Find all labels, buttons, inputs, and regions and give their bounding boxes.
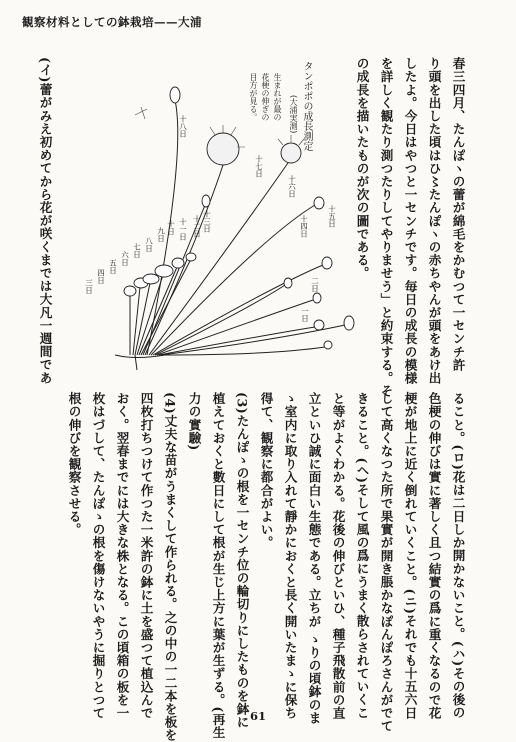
figure-note-line-1: 生まれが最の	[273, 73, 282, 121]
dandelion-drawing	[75, 55, 360, 375]
text-column-upper-3: したよ。今日はやつと一センチです。毎日の成長の模様	[402, 57, 418, 385]
day-label: 五日	[108, 259, 118, 274]
day-label: 十八日	[178, 115, 188, 138]
text-column-lower-17: 根の伸びを観察させる。	[66, 392, 82, 537]
text-column-lower-7: 立といひ誠に面白い生態である。立ちが ゝりの頃鉢のま	[306, 392, 322, 725]
text-column-lower-15: おく。翌春までには大きな株となる。この頃箱の板を一	[114, 392, 130, 720]
text-column-upper-1: 春三四月、たんぽヽの蕾が綿毛をかむつて一センチ許	[450, 57, 466, 372]
day-label: 一日	[300, 307, 310, 322]
text-column-lower-14: 四枚打ちつけて作つた一米許の鉢に土を盛つて植込んで	[138, 392, 154, 720]
day-label: 十三日	[202, 210, 212, 233]
page-number: 61	[249, 709, 266, 723]
day-label: 八日	[144, 237, 154, 252]
figure-note-line-2: 花梗の伸ぎの	[261, 73, 270, 121]
day-label: 十五日	[327, 205, 337, 228]
day-label: 七日	[132, 243, 142, 258]
text-column-upper-5: の成長を描いたものが次の圖である。	[354, 57, 370, 280]
text-column-lower-5: きること。(ヘ)そして風の爲にうまく散らされていくこ	[354, 392, 370, 720]
figure-note-line-3: 目方が見る。	[249, 73, 258, 121]
day-label: 九日	[156, 227, 166, 242]
text-column-lower-8: ゝ室内に取り入れて靜かにおくと長く開いたまゝに保ち	[282, 392, 298, 720]
figure-caption-column: (イ)蕾がみえ初めてから花が咲くまでは大凡一週間であ	[37, 57, 53, 385]
day-label: 三日	[84, 279, 94, 294]
day-label: 十六日	[287, 175, 297, 198]
text-column-lower-10: (3)たんぽゝの根を一センチ位の輪切りにしたものを鉢に	[234, 392, 250, 729]
text-column-lower-11: 植えておくと數日にして根が生じ上方に葉が生ずる。(再生	[210, 392, 226, 740]
running-header: 観察材料としての鉢栽培——大浦	[22, 15, 202, 29]
day-label: 十七日	[254, 155, 264, 178]
day-label: 十四日	[299, 215, 309, 238]
day-label: 二日	[310, 277, 320, 292]
text-column-lower-2: 色梗の伸びは實に著しく且つ結實の爲に重くなるので花	[426, 392, 442, 720]
day-label: 十一日	[178, 218, 188, 241]
text-column-lower-4: して高くなつた所で果實が開き脹かなぽんぽろさんがでて	[378, 392, 394, 733]
text-column-lower-1: ること。(ロ)花は二日しか開かないこと。(ハ)その後の	[450, 392, 466, 720]
text-column-lower-12: 力の實驗)	[186, 392, 202, 451]
day-label: 十二日	[192, 215, 202, 238]
text-column-lower-3: 梗が地上に近く倒れていくこと。(ニ)それでも十五六日	[402, 392, 418, 720]
text-column-lower-13: (4)丈夫な苗がうまくして作られる。之の中の一二本を板を	[162, 392, 178, 742]
day-label: 六日	[120, 251, 130, 266]
dandelion-growth-figure	[75, 55, 360, 375]
text-column-upper-4: を詳しく観たり測つたりしてやりませう」と約束する。そ	[378, 57, 394, 398]
day-label: 十日	[166, 220, 176, 235]
figure-subtitle: (大浦実測)	[289, 95, 298, 134]
figure-title: タンポポの成長測定	[301, 61, 312, 151]
text-column-lower-9: 得て、観察に都合がよい。	[258, 392, 274, 550]
day-label: 四日	[96, 269, 106, 284]
text-column-lower-16: 枚はづして、たんぽゝの根を傷けないやうに掘りとつて	[90, 392, 106, 720]
text-column-lower-6: と等がよくわかる。花後の伸びといひ、種子飛散前の直	[330, 392, 346, 720]
text-column-upper-2: り頭を出した頃はひ〻たんぽヽの赤ちやんが頭をあけ出	[426, 57, 442, 385]
